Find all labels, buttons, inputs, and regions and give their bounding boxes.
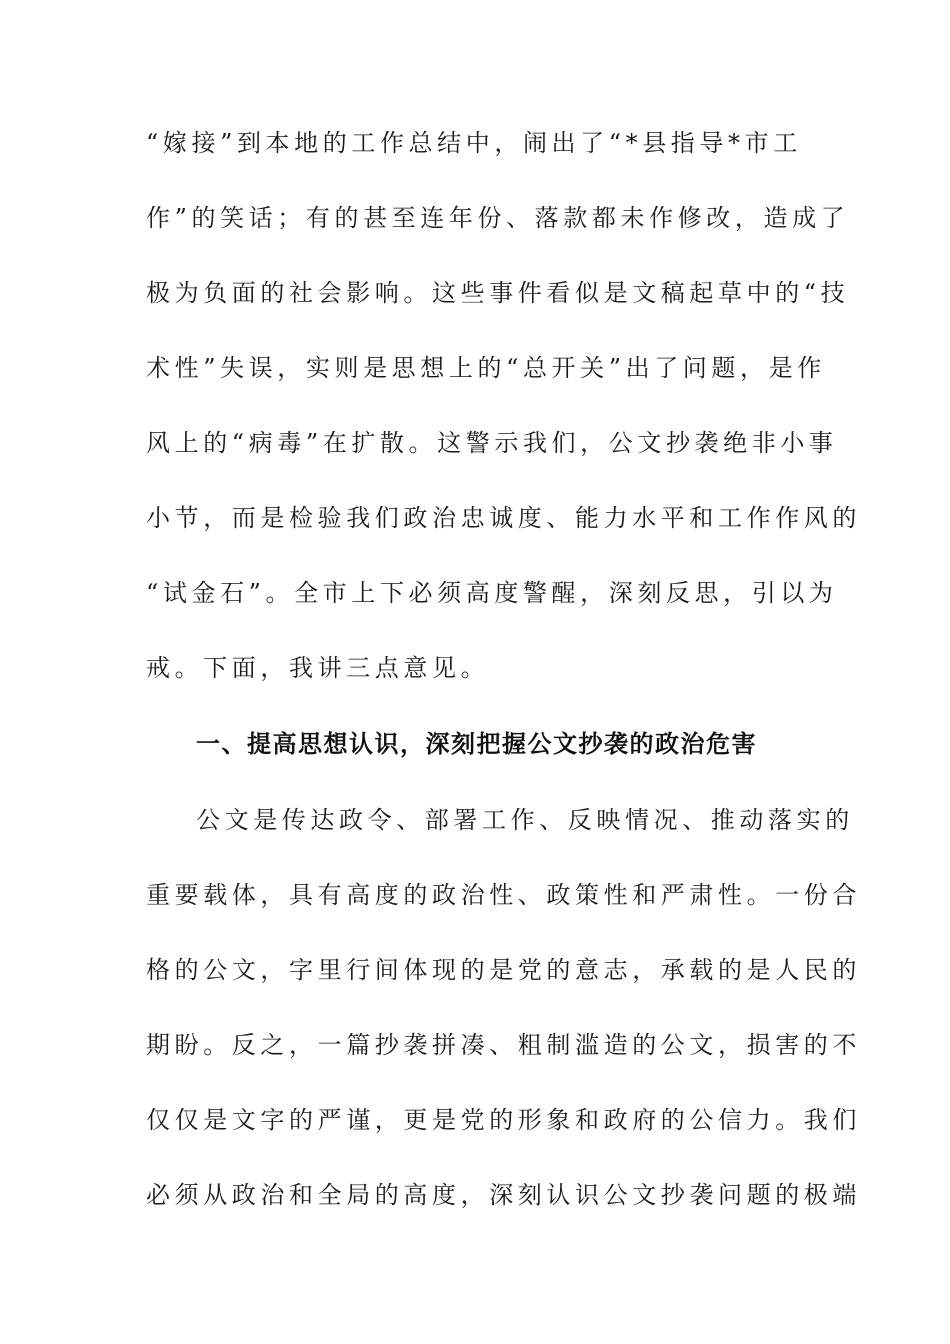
paragraph-line: 作”的笑话；有的甚至连年份、落款都未作修改，造成了 [146, 204, 850, 232]
paragraph-line: 风上的“病毒”在扩散。这警示我们，公文抄袭绝非小事 [146, 429, 838, 457]
paragraph-line: 必须从政治和全局的高度，深刻认识公文抄袭问题的极端 [146, 1181, 861, 1209]
paragraph-line: 重要载体，具有高度的政治性、政策性和严肃性。一份合 [146, 881, 861, 909]
paragraph-line: 戒。下面，我讲三点意见。 [146, 654, 490, 682]
section-heading: 一、提高思想认识，深刻把握公文抄袭的政治危害 [196, 730, 757, 758]
paragraph-line: “嫁接”到本地的工作总结中，闹出了“*县指导*市工 [146, 129, 802, 157]
paragraph-line: 期盼。反之，一篇抄袭拼凑、粗制滥造的公文，损害的不 [146, 1031, 861, 1059]
paragraph-line: “试金石”。全市上下必须高度警醒，深刻反思，引以为 [146, 579, 838, 607]
paragraph-line: 格的公文，字里行间体现的是党的意志，承载的是人民的 [146, 956, 861, 984]
paragraph-line: 小节，而是检验我们政治忠诚度、能力水平和工作作风的 [146, 504, 861, 532]
paragraph-line: 仅仅是文字的严谨，更是党的形象和政府的公信力。我们 [146, 1106, 861, 1134]
paragraph-line: 极为负面的社会影响。这些事件看似是文稿起草中的“技 [146, 279, 850, 307]
paragraph-line: 术性”失误，实则是思想上的“总开关”出了问题，是作 [146, 354, 826, 382]
paragraph-line: 公文是传达政令、部署工作、反映情况、推动落实的 [196, 806, 854, 834]
